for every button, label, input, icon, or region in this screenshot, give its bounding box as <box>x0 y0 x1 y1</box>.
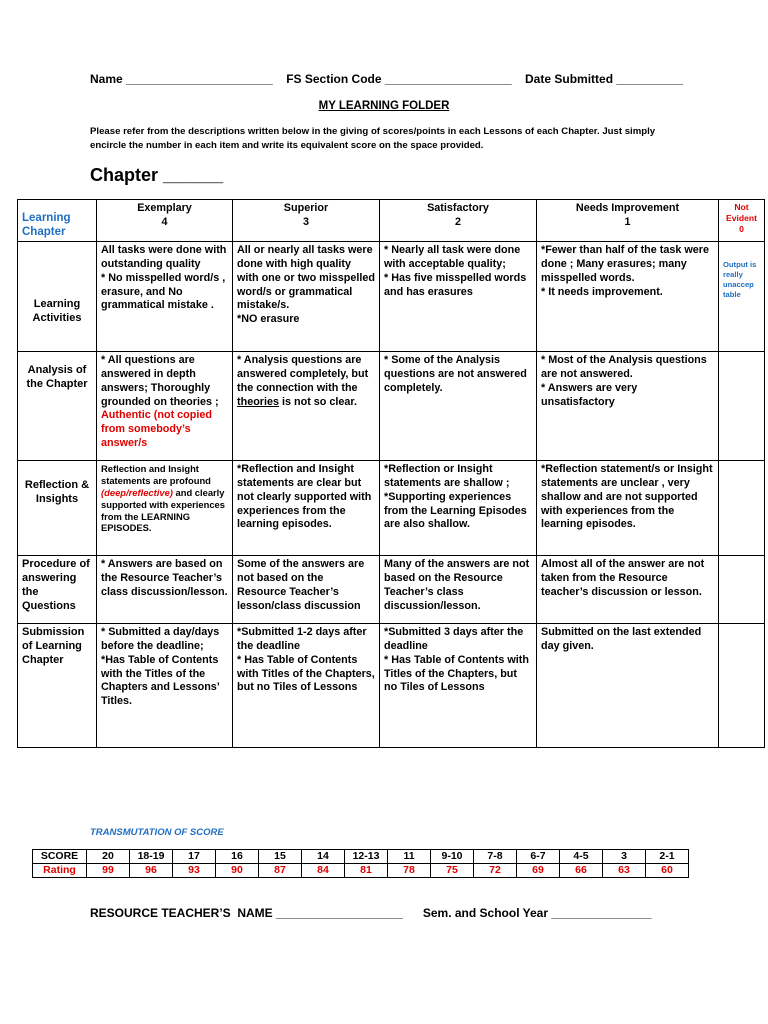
cell-not-evident <box>719 556 765 624</box>
rating-cell: 87 <box>259 864 302 878</box>
section-code-field-label: FS Section Code ___________________ <box>286 72 512 86</box>
rubric-row-learning-activities <box>18 242 765 352</box>
exemplary-score: 4 <box>161 215 168 228</box>
cell-superior <box>233 624 380 748</box>
rubric-header-row <box>18 200 765 242</box>
cell-text: * Submitted a day/days before the deadline; <box>101 626 220 653</box>
row-label-text: Submission of Learning Chapter <box>22 626 85 666</box>
rubric-row-procedure <box>18 556 765 624</box>
score-cell: 14 <box>302 850 345 864</box>
rating-cell: 69 <box>517 864 560 878</box>
exemplary-label: Exemplary <box>137 202 192 214</box>
superior-score: 3 <box>302 215 309 228</box>
cell-text: *Submitted 3 days after the deadline <box>384 626 524 653</box>
cell-satisfactory <box>380 556 537 624</box>
header-fields <box>90 72 690 86</box>
cell-needs-improvement <box>537 556 719 624</box>
cell-text: Reflection and Insight statements are profound <box>101 463 211 487</box>
cell-text: Many of the answers are not based on the Resource Teacher’s class discussion/lesson. <box>384 558 530 612</box>
rating-cell: 78 <box>388 864 431 878</box>
cell-text: *Submitted 1-2 days after the deadline <box>237 626 367 653</box>
cell-superior <box>233 242 380 352</box>
cell-text: * Has Table of Contents with Titles of the Chapters, but no Tiles of Lessons <box>384 653 529 694</box>
not-evident-score: 0 <box>739 224 744 234</box>
cell-text: *Reflection and Insight statements are clear but not clearly supported with experiences from the learning episodes. <box>237 463 372 531</box>
rating-cell: 99 <box>87 864 130 878</box>
satisfactory-score: 2 <box>454 215 461 228</box>
cell-satisfactory <box>380 461 537 556</box>
row-label <box>18 242 97 352</box>
cell-text: * Nearly all task were done with acceptable quality; <box>384 244 521 271</box>
row-label <box>18 624 97 748</box>
cell-text: *NO erasure <box>237 312 300 325</box>
cell-text: All or nearly all tasks were done with high quality with one or two misspelled word/s or grammatical mistake/s. <box>237 244 375 312</box>
cell-text: *Fewer than half of the task were done ; Many erasures; many misspelled words. <box>541 244 709 284</box>
cell-text: Submitted on the last extended day given. <box>541 626 702 653</box>
cell-superior <box>233 556 380 624</box>
cell-exemplary <box>97 461 233 556</box>
rubric-row-submission <box>18 624 765 748</box>
cell-text: * Has Table of Contents with Titles of the Chapters, but no Tiles of Lessons <box>237 653 375 694</box>
chapter-heading: Chapter ______ <box>90 165 224 185</box>
cell-satisfactory <box>380 352 537 461</box>
cell-superior <box>233 461 380 556</box>
cell-not-evident <box>719 461 765 556</box>
resource-teacher-name-label: RESOURCE TEACHER’S NAME ___________________ <box>90 906 403 920</box>
theories-underlined: theories <box>237 395 280 408</box>
row-label-text: Analysis of the Chapter <box>26 364 88 391</box>
needs-improvement-label: Needs Improvement <box>575 202 680 214</box>
cell-needs-improvement <box>537 624 719 748</box>
rating-row-label: Rating <box>33 864 87 878</box>
cell-text: Almost all of the answer are not taken from the Resource teacher’s discussion or lesson. <box>541 558 705 598</box>
score-row <box>33 850 689 864</box>
rating-row <box>33 864 689 878</box>
score-cell: 16 <box>216 850 259 864</box>
column-header-needs-improvement <box>537 200 719 242</box>
transmutation-table <box>32 849 689 878</box>
cell-superior <box>233 352 380 461</box>
cell-text: and clearly supported with experiences from the LEARNING EPISODES. <box>101 487 225 534</box>
sem-school-year-label: Sem. and School Year _______________ <box>422 906 652 920</box>
rating-cell: 90 <box>216 864 259 878</box>
row-label <box>18 461 97 556</box>
deep-reflective-note: (deep/reflective) <box>101 487 173 498</box>
cell-satisfactory <box>380 242 537 352</box>
row-label <box>18 556 97 624</box>
corner-label-text: Learning Chapter <box>22 212 71 238</box>
cell-not-evident <box>719 352 765 461</box>
needs-improvement-score: 1 <box>624 215 631 228</box>
cell-exemplary <box>97 624 233 748</box>
transmutation-title: TRANSMUTATION OF SCORE <box>90 827 224 838</box>
cell-text: * Analysis questions are answered completely, but the connection with the <box>237 354 369 394</box>
column-header-superior <box>233 200 380 242</box>
satisfactory-label: Satisfactory <box>427 202 489 214</box>
score-cell: 20 <box>87 850 130 864</box>
cell-text: * Some of the Analysis questions are not answered completely. <box>384 354 527 394</box>
date-submitted-field-label: Date Submitted __________ <box>525 72 684 86</box>
cell-exemplary <box>97 352 233 461</box>
rating-cell: 63 <box>603 864 646 878</box>
score-cell: 15 <box>259 850 302 864</box>
rating-cell: 66 <box>560 864 603 878</box>
row-label-text: Procedure of answering the Questions <box>22 558 90 612</box>
column-header-satisfactory <box>380 200 537 242</box>
cell-not-evident <box>719 624 765 748</box>
cell-exemplary <box>97 556 233 624</box>
rubric-row-analysis <box>18 352 765 461</box>
score-cell: 12-13 <box>345 850 388 864</box>
score-cell: 17 <box>173 850 216 864</box>
score-cell: 7-8 <box>474 850 517 864</box>
cell-text: *Reflection statement/s or Insight statements are unclear , very shallow and are not supported with experiences from the learning episodes. <box>541 463 713 531</box>
superior-label: Superior <box>283 202 329 214</box>
authentic-note: Authentic (not copied from somebody’s answer/s <box>101 409 212 449</box>
cell-text: *Supporting experiences from the Learning Episodes are also shallow. <box>384 490 527 531</box>
rating-cell: 93 <box>173 864 216 878</box>
row-label-text: Learning Activities <box>32 298 82 325</box>
footer-fields <box>90 906 710 920</box>
row-label <box>18 352 97 461</box>
cell-text: * Has five misspelled words and has erasures <box>384 271 527 298</box>
cell-text: All tasks were done with outstanding quality <box>101 244 227 271</box>
rating-cell: 60 <box>646 864 689 878</box>
rubric-row-reflection <box>18 461 765 556</box>
cell-text: * Most of the Analysis questions are not answered. <box>541 354 707 381</box>
rating-cell: 72 <box>474 864 517 878</box>
score-row-label: SCORE <box>33 850 87 864</box>
rating-cell: 81 <box>345 864 388 878</box>
score-cell: 2-1 <box>646 850 689 864</box>
cell-text: *Reflection or Insight statements are shallow ; <box>384 463 510 490</box>
score-cell: 3 <box>603 850 646 864</box>
cell-text: Some of the answers are not based on the Resource Teacher’s lesson/class discussion <box>237 558 365 612</box>
rating-cell: 96 <box>130 864 173 878</box>
score-cell: 18-19 <box>130 850 173 864</box>
not-evident-note-text: Output is really unaccep table <box>723 260 757 300</box>
cell-exemplary <box>97 242 233 352</box>
document-title: MY LEARNING FOLDER <box>318 100 450 112</box>
score-cell: 11 <box>388 850 431 864</box>
not-evident-line2: Evident <box>725 213 758 223</box>
rating-cell: 75 <box>431 864 474 878</box>
cell-needs-improvement <box>537 461 719 556</box>
score-cell: 9-10 <box>431 850 474 864</box>
instructions-text: Please refer from the descriptions written below in the giving of scores/points in each Lessons of each Chapter. Just simply encircle the number in each item and write its equivalent score on the space provided. <box>90 126 656 151</box>
rating-cell: 84 <box>302 864 345 878</box>
cell-text: is not so clear. <box>282 395 358 408</box>
column-header-not-evident <box>719 200 765 242</box>
cell-text: * It needs improvement. <box>541 285 663 298</box>
column-header-exemplary <box>97 200 233 242</box>
not-evident-note <box>719 242 765 352</box>
cell-needs-improvement <box>537 242 719 352</box>
rubric-corner-label <box>18 200 97 242</box>
cell-needs-improvement <box>537 352 719 461</box>
row-label-text: Reflection & Insights <box>24 479 90 506</box>
cell-satisfactory <box>380 624 537 748</box>
score-cell: 6-7 <box>517 850 560 864</box>
cell-text: * All questions are answered in depth answers; Thoroughly grounded on theories ; <box>101 354 219 408</box>
score-cell: 4-5 <box>560 850 603 864</box>
name-field-label: Name ______________________ <box>90 72 273 86</box>
cell-text: * Answers are very unsatisfactory <box>541 381 638 408</box>
cell-text: *Has Table of Contents with the Titles of the Chapters and Lessons’ Titles. <box>101 653 220 707</box>
cell-text: * No misspelled word/s , erasure, and No grammatical mistake . <box>101 271 226 312</box>
rubric-table <box>17 199 765 748</box>
cell-text: * Answers are based on the Resource Teacher’s class discussion/lesson. <box>101 558 228 598</box>
not-evident-line1: Not <box>734 202 749 212</box>
